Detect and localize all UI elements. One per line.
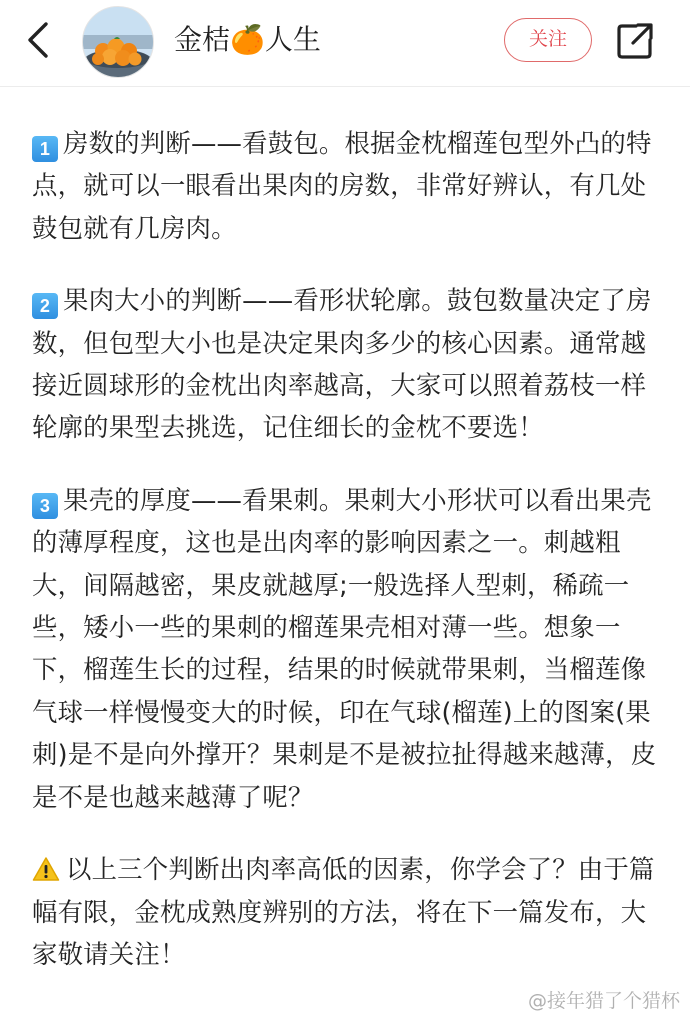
share-out-icon <box>614 20 656 62</box>
paragraph-text: 果壳的厚度——看果刺。果刺大小形状可以看出果壳的薄厚程度，这也是出肉率的影响因素之一。刺越粗大，间隔越密，果皮就越厚;一般选择人型刺，稀疏一些，矮小一些的果刺的榴莲果壳相对薄一些。想象一下，榴莲生长的过程，结果的时候就带果刺，当榴莲像气球一样慢慢变大的时候，印在气球(榴莲)上的图案(果刺)是不是向外撑开？果刺是不是被拉扯得越来越薄，皮是不是也越来越薄了呢？ <box>32 484 657 812</box>
back-button[interactable] <box>20 18 60 62</box>
chevron-left-icon <box>20 18 60 62</box>
avatar-image <box>83 7 153 77</box>
paragraph-3 <box>32 479 662 818</box>
username[interactable]: 金桔🍊人生 <box>174 23 321 56</box>
paragraph-4 <box>32 848 662 975</box>
avatar[interactable] <box>82 6 154 78</box>
paragraph-text: 果肉大小的判断——看形状轮廓。鼓包数量决定了房数，但包型大小也是决定果肉多少的核心因素。通常越接近圆球形的金枕出肉率越高，大家可以照着荔枝一样轮廓的果型去挑选，记住细长的金枕不要选！ <box>32 285 652 443</box>
keycap-3-icon: 3 <box>32 493 58 519</box>
paragraph-text: 房数的判断——看鼓包。根据金枕榴莲包型外凸的特点，就可以一眼看出果肉的房数，非常好辨认，有几处鼓包就有几房肉。 <box>32 128 652 243</box>
watermark: @接年猎了个猎杯 <box>527 990 680 1012</box>
follow-button[interactable]: 关注 <box>504 18 592 62</box>
share-button[interactable] <box>614 20 656 62</box>
warning-icon <box>32 856 60 882</box>
post-body <box>32 122 662 1005</box>
paragraph-2 <box>32 279 662 449</box>
keycap-1-icon: 1 <box>32 136 58 162</box>
paragraph-1 <box>32 122 662 249</box>
top-bar <box>0 0 690 87</box>
keycap-2-icon: 2 <box>32 293 58 319</box>
paragraph-text: 以上三个判断出肉率高低的因素，你学会了？由于篇幅有限，金枕成熟度辨别的方法，将在下一篇发布，大家敬请关注！ <box>32 854 655 969</box>
